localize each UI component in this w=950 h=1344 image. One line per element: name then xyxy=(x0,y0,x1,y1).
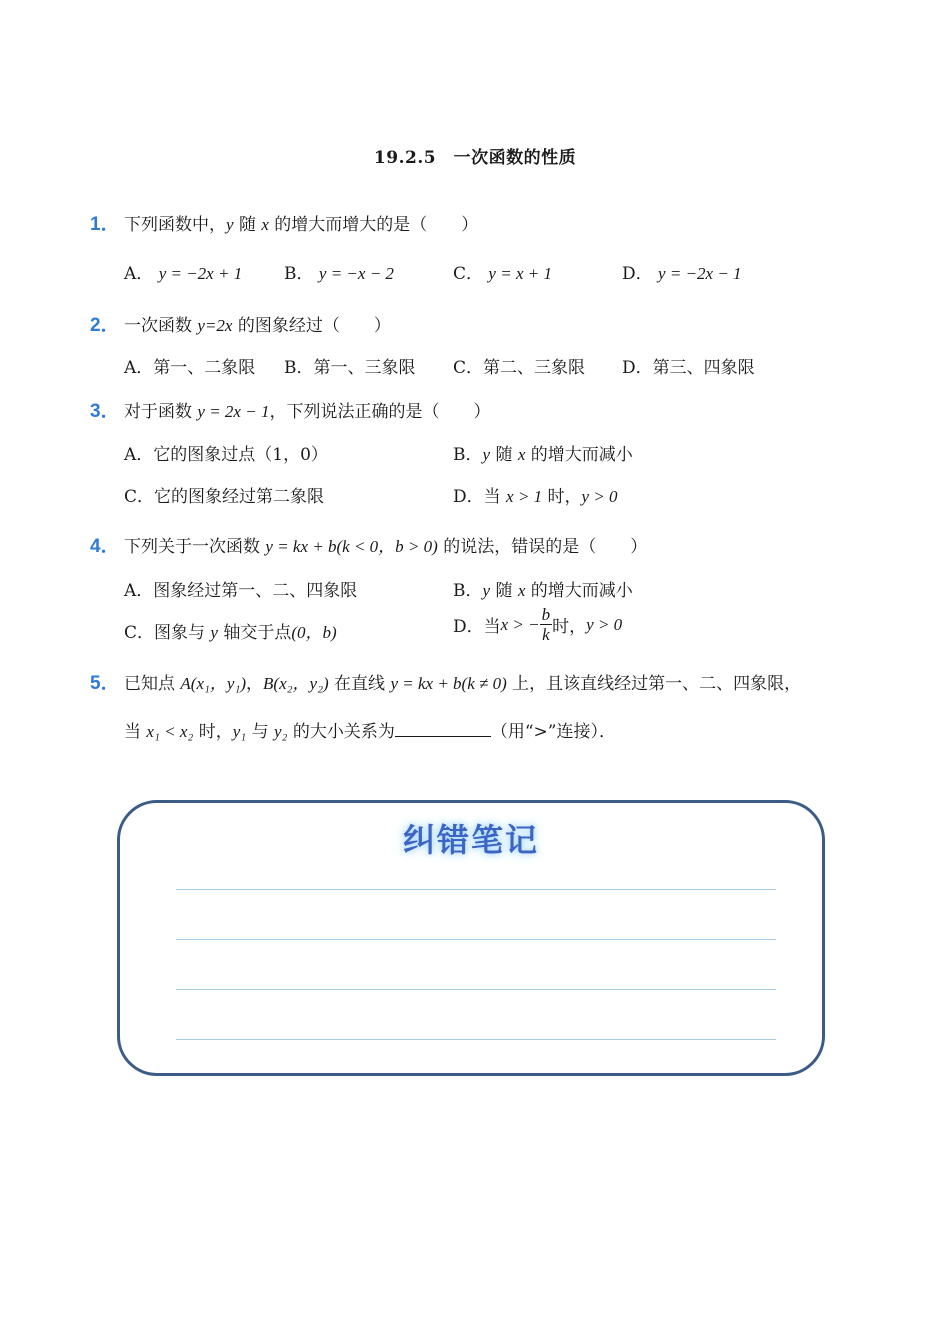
option-c: C．第二、三象限 xyxy=(453,358,586,378)
question-stem-line2: 当 x₁ < x₂ 时，y₁ 与 y₂ 的大小关系为 （用“>”连接）． xyxy=(124,722,616,742)
question-stem: 一次函数 y=2x 的图象经过（ ） xyxy=(124,316,391,336)
option-a: A．它的图象过点（1，0） xyxy=(124,445,328,465)
question-number: 5． xyxy=(90,673,120,694)
notes-box-title: 纠错笔记 xyxy=(402,821,539,859)
option-b: B．y 随 x 的增大而减小 xyxy=(453,445,633,465)
answer-blank[interactable] xyxy=(395,722,491,737)
option-b: B．第一、三象限 xyxy=(284,358,416,378)
option-d: D．第三、四象限 xyxy=(622,358,755,378)
fraction-b-over-k: $\frac{b}{k}$ xyxy=(541,605,551,644)
option-c: C．图象与 y 轴交于点(0，b) xyxy=(124,623,337,643)
option-b: B． y = −x − 2 xyxy=(284,264,394,284)
option-c: C． y = x + 1 xyxy=(453,264,552,284)
option-d: D． y = −2x − 1 xyxy=(622,264,742,284)
question-number: 2． xyxy=(90,315,120,336)
option-b: B．y 随 x 的增大而减小 xyxy=(453,581,633,601)
question-stem: 对于函数 y = 2x − 1，下列说法正确的是（ ） xyxy=(124,402,491,422)
question-number: 3． xyxy=(90,401,120,422)
notes-box xyxy=(117,800,825,1076)
note-line[interactable] xyxy=(176,889,776,890)
question-stem-line1: 已知点 A(x₁，y₁)，B(x₂，y₂) 在直线 y = kx + b(k ≠ 0) 上，且该直线经过第一、二、四象限， xyxy=(124,674,802,694)
question-stem: 下列关于一次函数 y = kx + b(k < 0，b > 0) 的说法，错误的是（ ） xyxy=(124,537,648,557)
option-c: C．它的图象经过第二象限 xyxy=(124,487,325,507)
option-d: D．当x > − $\frac{b}{k}$ 时，y > 0 xyxy=(453,605,623,644)
question-number: 1． xyxy=(90,214,120,235)
option-a: A．第一、二象限 xyxy=(124,358,256,378)
question-stem: 下列函数中，y 随 x 的增大而增大的是（ ） xyxy=(124,215,479,235)
option-a: A． y = −2x + 1 xyxy=(124,264,243,284)
note-line[interactable] xyxy=(176,989,776,990)
question-number: 4． xyxy=(90,536,120,557)
note-line[interactable] xyxy=(176,1039,776,1040)
option-d: D．当 x > 1 时，y > 0 xyxy=(453,487,618,507)
page-title: 19.2.5 一次函数的性质 xyxy=(373,148,577,168)
option-a: A．图象经过第一、二、四象限 xyxy=(124,581,358,601)
note-line[interactable] xyxy=(176,939,776,940)
